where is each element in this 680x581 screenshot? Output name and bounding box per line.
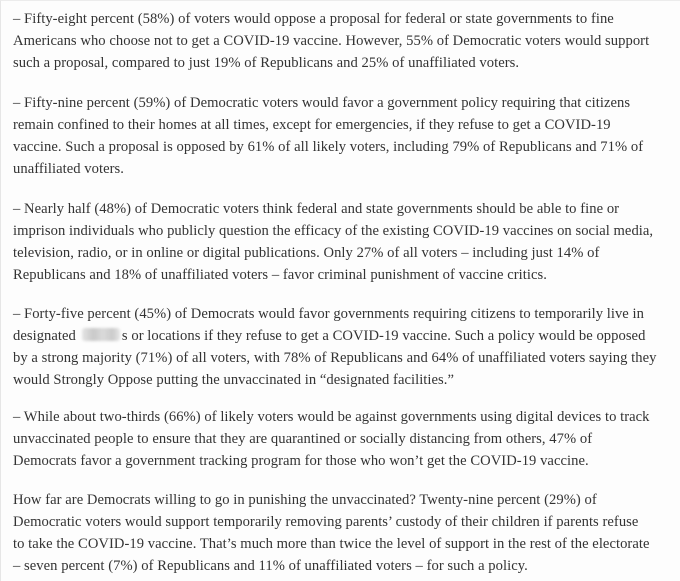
paragraph-fine-or-imprison-critics: – Nearly half (48%) of Democratic voters think federal and state governments should be able to fine or imprison individuals who publicly question the efficacy of the existing COVID-19 vaccines on social media, television, radio, or in online or digital publications. Only 27% of all voters – including just 14% of Republicans and 18% of unaffiliated voters – favor criminal punishment of vaccine critics. — [13, 201, 654, 283]
paragraph-home-confinement: – Fifty-nine percent (59%) of Democratic voters would favor a government policy requiring that citizens remain confined to their homes at all times, except for emergencies, if they refuse to get a COVID-19 vaccine. Such a proposal is opposed by 61% of all likely voters, including 79% of Republicans and 71% of unaffiliated voters. — [13, 95, 644, 177]
paragraph-parental-custody: How far are Democrats willing to go in punishing the unvaccinated? Twenty-nine percent (29%) of Democratic voters would support temporarily removing parents’ custody of their children if parents refuse to take the COVID-19 vaccine. That’s much more than twice the level of support in the rest of the electorate – seven percent (7%) of Republicans and 11% of unaffiliated voters – for such a policy. — [13, 492, 650, 574]
paragraph-line-start: designated — [13, 328, 76, 344]
paragraph-line-end: s or locations if they refuse to get a COVID-19 vaccine. Such a policy would be opposed — [121, 328, 646, 344]
paragraph-designated-facilities — [13, 303, 675, 391]
paragraph-digital-tracking: – While about two-thirds (66%) of likely voters would be against governments using digital devices to track unvaccinated people to ensure that they are quarantined or socially distancing from others, 47% of Democrats favor a government tracking program for those who won’t get the COVID-19 vaccine. — [13, 409, 650, 469]
paragraph-fines-for-unvaccinated: – Fifty-eight percent (58%) of voters would oppose a proposal for federal or state governments to fine Americans who choose not to get a COVID-19 vaccine. However, 55% of Democratic voters would support such a proposal, compared to just 19% of Republicans and 25% of unaffiliated voters. — [13, 11, 650, 71]
blurred-redaction — [82, 328, 120, 341]
paragraph-rest: by a strong majority (71%) of all voters, with 78% of Republicans and 64% of unaffiliated voters saying they would Strongly Oppose putting the unvaccinated in “designated facilities.” — [13, 350, 657, 388]
paragraph-line: – Forty-five percent (45%) of Democrats would favor governments requiring citizens to temporarily live in — [13, 306, 644, 322]
